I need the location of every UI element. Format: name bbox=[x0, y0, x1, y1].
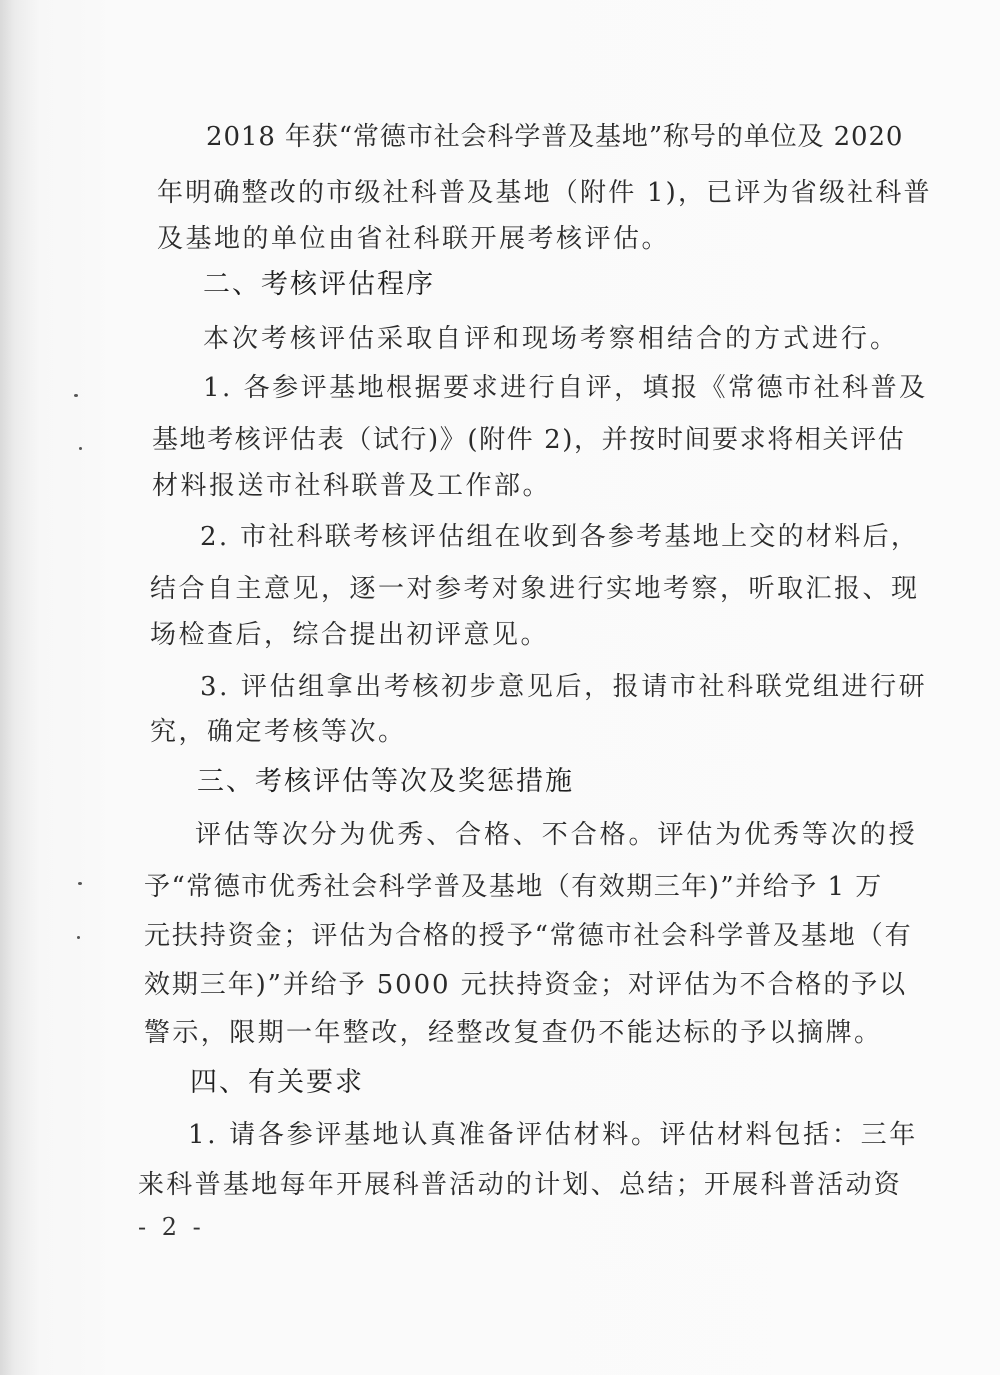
page-number: - 2 - bbox=[138, 1213, 205, 1241]
text-line: 及基地的单位由省社科联开展考核评估。 bbox=[157, 224, 671, 254]
scan-speck bbox=[77, 936, 80, 939]
section-heading: 三、考核评估等次及奖惩措施 bbox=[197, 766, 574, 797]
section-heading: 四、有关要求 bbox=[190, 1067, 364, 1098]
text-line: 材料报送市社科联普及工作部。 bbox=[152, 471, 552, 501]
text-line: 究，确定考核等次。 bbox=[150, 717, 407, 747]
scan-speck bbox=[74, 394, 78, 397]
text-line: 警示，限期一年整改，经整改复查仍不能达标的予以摘牌。 bbox=[144, 1018, 883, 1048]
text-line: 年明确整改的市级社科普及基地（附件 1)，已评为省级社科普 bbox=[157, 178, 932, 208]
text-line: 2018 年获“常德市社会科学普及基地”称号的单位及 2020 bbox=[206, 122, 904, 152]
text-line: 1. 请各参评基地认真准备评估材料。评估材料包括：三年 bbox=[188, 1120, 918, 1150]
section-heading: 二、考核评估程序 bbox=[203, 269, 435, 300]
text-line: 效期三年)”并给予 5000 元扶持资金；对评估为不合格的予以 bbox=[144, 970, 908, 1000]
text-line: 元扶持资金；评估为合格的授予“常德市社会科学普及基地（有 bbox=[144, 921, 913, 951]
text-line: 评估等次分为优秀、合格、不合格。评估为优秀等次的授 bbox=[195, 820, 918, 850]
text-line: 来科普基地每年开展科普活动的计划、总结；开展科普活动资 bbox=[138, 1170, 903, 1200]
scan-speck bbox=[79, 447, 82, 450]
text-line: 本次考核评估采取自评和现场考察相结合的方式进行。 bbox=[203, 324, 900, 354]
text-line: 结合自主意见，逐一对参考对象进行实地考察，听取汇报、现 bbox=[150, 574, 920, 604]
text-line: 2. 市社科联考核评估组在收到各参考基地上交的材料后， bbox=[200, 522, 920, 552]
text-line: 基地考核评估表（试行)》(附件 2)，并按时间要求将相关评估 bbox=[152, 425, 906, 455]
text-line: 场检查后，综合提出初评意见。 bbox=[150, 620, 550, 650]
text-line: 予“常德市优秀社会科学普及基地（有效期三年)”并给予 1 万 bbox=[144, 872, 883, 902]
scan-speck bbox=[78, 882, 82, 885]
text-line: 3. 评估组拿出考核初步意见后，报请市社科联党组进行研 bbox=[200, 672, 928, 702]
text-line: 1. 各参评基地根据要求进行自评，填报《常德市社科普及 bbox=[203, 373, 928, 403]
